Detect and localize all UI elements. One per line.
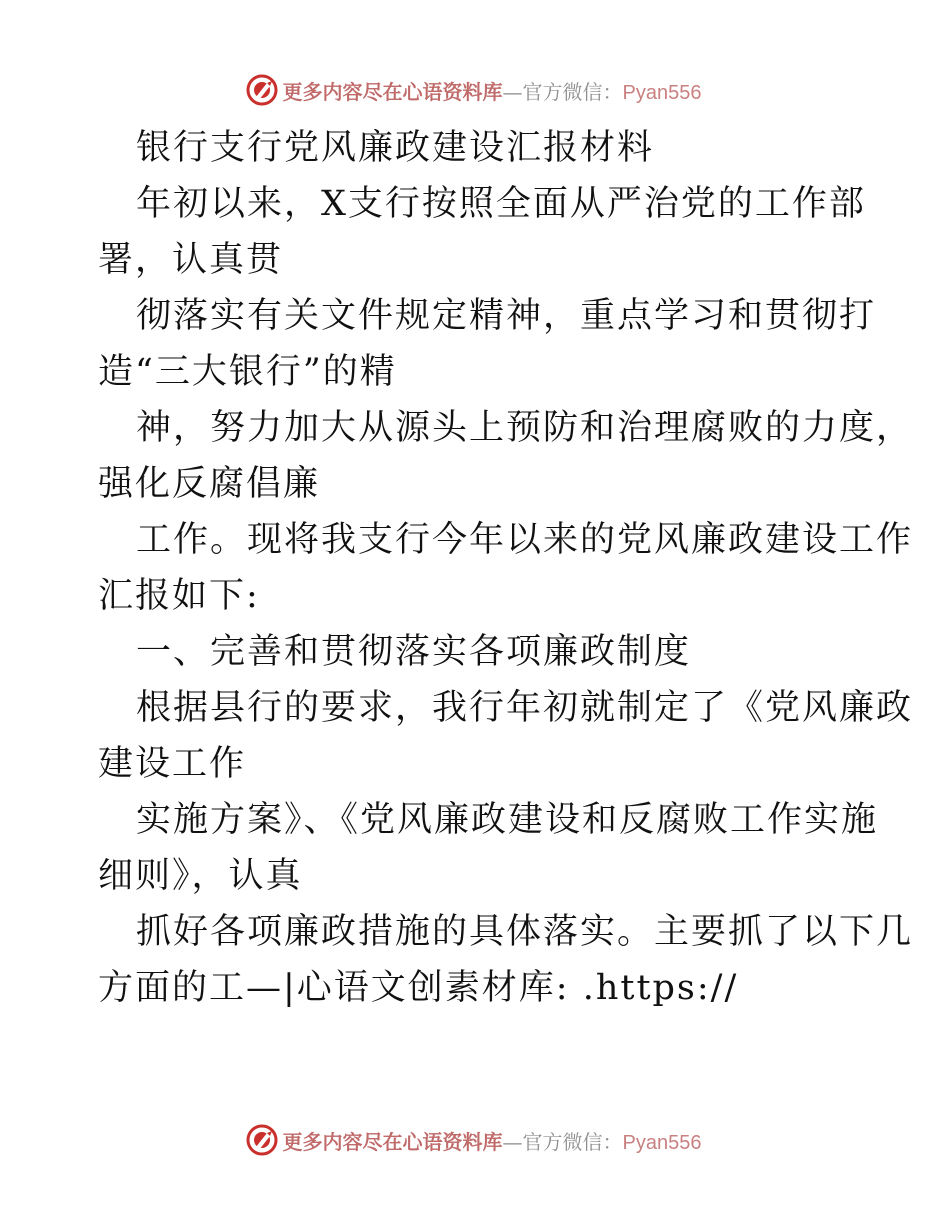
watermark-separator: — — [502, 79, 523, 104]
paragraph-line: 造“三大银行”的精 — [98, 352, 397, 392]
paragraph-line: 实施方案》、《党风廉政建设和反腐败工作实施 — [136, 800, 879, 840]
paragraph-line: 根据县行的要求，我行年初就制定了《党风廉政 — [136, 688, 914, 728]
paragraph-line: 彻落实有关文件规定精神，重点学习和贯彻打 — [136, 296, 877, 336]
paragraph-line: 工作。现将我支行今年以来的党风廉政建设工作 — [136, 520, 914, 560]
paragraph-line: 汇报如下: — [98, 576, 260, 616]
paragraph-line: 强化反腐倡廉 — [98, 464, 321, 504]
watermark-wechat-label: 官方微信： — [522, 1129, 623, 1154]
watermark-group — [245, 73, 702, 107]
section-heading: 一、完善和贯彻落实各项廉政制度 — [136, 632, 692, 672]
watermark-wechat-id: Pyan556 — [622, 81, 702, 104]
watermark-wechat-label: 官方微信： — [522, 79, 623, 104]
watermark-group — [245, 1123, 702, 1157]
watermark-site-text: 更多内容尽在心语资料库 — [282, 79, 503, 104]
watermark-site-text: 更多内容尽在心语资料库 — [282, 1129, 503, 1154]
paragraph-line: 年初以来，X支行按照全面从严治党的工作部 — [136, 184, 866, 224]
pen-nib-logo-icon — [245, 1123, 279, 1157]
paragraph-line: 抓好各项廉政措施的具体落实。主要抓了以下几 — [136, 912, 914, 952]
document-title: 银行支行党风廉政建设汇报材料 — [136, 128, 655, 168]
watermark-separator: — — [502, 1129, 523, 1154]
paragraph-line: 署，认真贯 — [98, 240, 284, 280]
paragraph-line: 神，努力加大从源头上预防和治理腐败的力度， — [136, 408, 914, 448]
document-body — [98, 120, 914, 1016]
footer-watermark — [0, 1122, 950, 1158]
header-watermark — [0, 72, 950, 108]
pen-nib-logo-icon — [245, 73, 279, 107]
watermark-wechat-id: Pyan556 — [622, 1131, 702, 1154]
paragraph-line: 方面的工—|心语文创素材库: .https:// — [98, 968, 739, 1008]
paragraph-line: 建设工作 — [98, 744, 247, 784]
paragraph-line: 细则》，认真 — [98, 856, 303, 896]
